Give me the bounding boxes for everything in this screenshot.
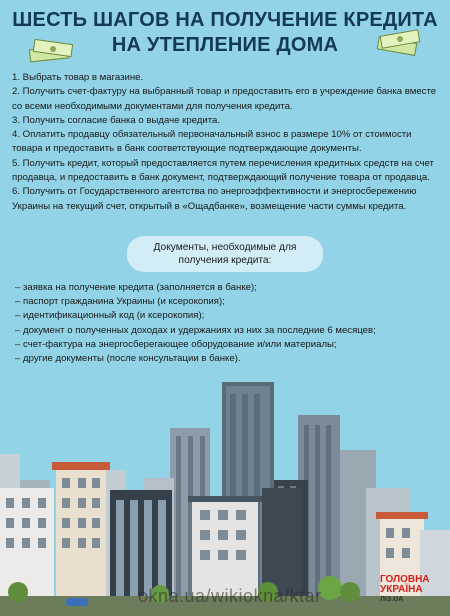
documents-title <box>127 241 323 267</box>
logo-sub: ЛІЗ.UA <box>380 596 404 603</box>
document-item: – другие документы (после консультации в банке). <box>15 353 241 365</box>
document-item: – счет-фактура на энергосберегающее оборудование и/или материалы; <box>15 338 337 350</box>
documents-title-line-2: получения кредита: <box>178 255 272 266</box>
watermark-text: okna.ua/wikiokna/ktar <box>138 586 322 606</box>
step-1: 1. Выбрать товар в магазине. <box>12 72 144 83</box>
document-item: – заявка на получение кредита (заполняется в банке); <box>15 282 257 293</box>
step-2: 2. Получить счет-фактуру на выбранный товар и предоставить его в учреждение банка вместе со всеми необходимыми документами для получения кредита. <box>12 86 437 112</box>
document-item: – паспорт гражданина Украины (и ксерокопия); <box>15 296 225 308</box>
title-line-1: ШЕСТЬ ШАГОВ НА ПОЛУЧЕНИЕ КРЕДИТА <box>12 9 438 31</box>
logo-line-1: ГОЛОВНА <box>380 574 430 585</box>
logo-line-2: УКРАЇНА <box>380 584 423 595</box>
document-item: – идентификационный код (и ксерокопия); <box>15 310 205 322</box>
money-stack-icon-left <box>28 36 74 64</box>
documents-list <box>15 281 435 366</box>
brand-logo <box>380 575 430 605</box>
documents-title-line-1: Документы, необходимые для <box>153 242 297 253</box>
document-item: – документ о полученных доходах и удержаниях из них за последние 6 месяцев; <box>15 324 376 336</box>
money-stack-icon-right <box>376 28 422 56</box>
step-5: 5. Получить кредит, который предоставляется путем перечисления кредитных средств на счет продавца, и предоставить в банк документ, подтверждающий получение товара от продавца. <box>12 157 434 184</box>
step-3: 3. Получить согласие банка о выдаче кредита. <box>12 114 221 126</box>
step-6: 6. Получить от Государственного агентства по энергоэффективности и энергосбережению Украины на текущий счет, открытый в «Ощадбанке», возмещение части суммы кредита. <box>12 186 417 212</box>
step-4: 4. Оплатить продавцу обязательный первоначальный взнос в размере 10% от стоимости товара и предоставить в банк соответствующие подтверждающие документы. <box>12 129 412 155</box>
steps-list <box>12 71 442 214</box>
title-line-2: НА УТЕПЛЕНИЕ ДОМА <box>111 34 339 56</box>
